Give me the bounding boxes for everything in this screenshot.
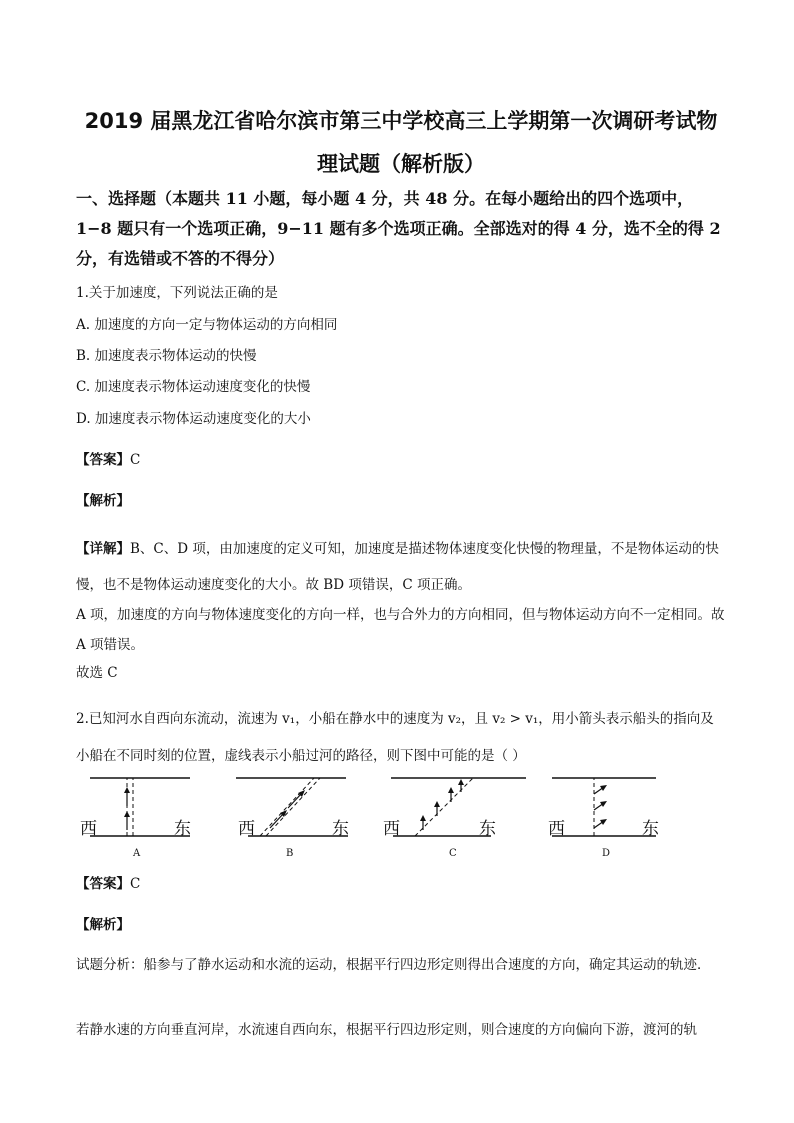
question-1-detail2: A 项，加速度的方向与物体速度变化的方向一样，也与合外力的方向相同，但与物体运动方向不一定相同。故 A 项错误。 xyxy=(76,607,725,653)
figure-b-diagram xyxy=(236,770,386,865)
figure-c xyxy=(381,770,531,865)
doc-title-line1: 2019 届黑龙江省哈尔滨市第三中学校高三上学期第一次调研考试物 xyxy=(84,109,718,133)
answer-tag: 【答案】 xyxy=(76,452,130,468)
question-1-stem: 1.关于加速度，下列说法正确的是 xyxy=(76,285,278,301)
detail-tag: 【详解】 xyxy=(76,541,130,557)
answer-value: C xyxy=(130,876,141,892)
figure-a-caption: A xyxy=(133,848,141,859)
question-2-figures xyxy=(76,770,726,865)
figure-d-caption: D xyxy=(602,848,611,859)
question-1-option-a: A. 加速度的方向一定与物体运动的方向相同 xyxy=(76,317,338,333)
question-2-stem: 2.已知河水自西向东流动，流速为 v₁，小船在静水中的速度为 v₂，且 v₂ > v₁，用小箭头表示船头的指向及小船在不同时刻的位置，虚线表示小船过河的路径，则下图中可能的是（ ） xyxy=(76,711,714,764)
figure-b-west-label: 西 xyxy=(238,819,255,839)
figure-d-diagram xyxy=(546,770,696,865)
figure-b xyxy=(236,770,386,865)
figure-c-caption: C xyxy=(449,848,457,859)
answer-value: C xyxy=(130,452,141,468)
figure-d xyxy=(546,770,696,865)
figure-b-caption: B xyxy=(286,848,294,859)
detail-text: B、C、D 项，由加速度的定义可知，加速度是描述物体速度变化快慢的物理量，不是物体运动的快慢，也不是物体运动速度变化的大小。故 BD 项错误，C 项正确。 xyxy=(76,541,719,593)
question-2-analysis-paragraph-2: 若静水速的方向垂直河岸，水流速自西向东，根据平行四边形定则，则合速度的方向偏向下游，渡河的轨 xyxy=(76,1022,697,1038)
figure-b-east-label: 东 xyxy=(332,819,349,839)
figure-a-diagram xyxy=(76,770,226,865)
figure-d-east-label: 东 xyxy=(642,819,659,839)
question-1-option-c: C. 加速度表示物体运动速度变化的快慢 xyxy=(76,379,311,395)
section-heading: 一、选择题（本题共 11 小题，每小题 4 分，共 48 分。在每小题给出的四个选项中，1−8 题只有一个选项正确，9−11 题有多个选项正确。全部选对的得 4 分，选不全的得 2 分，有选错或不答的不得分） xyxy=(76,189,721,268)
question-2-analysis-paragraph-1: 试题分析：船参与了静水运动和水流的运动，根据平行四边形定则得出合速度的方向，确定其运动的轨迹． xyxy=(76,957,711,973)
figure-c-west-label: 西 xyxy=(383,819,400,839)
figure-d-west-label: 西 xyxy=(548,819,565,839)
figure-a xyxy=(76,770,226,865)
figure-c-east-label: 东 xyxy=(479,819,496,839)
question-2-answer xyxy=(76,874,726,894)
answer-tag: 【答案】 xyxy=(76,876,130,892)
question-1-detail xyxy=(76,531,726,603)
figure-a-west-label: 西 xyxy=(80,819,97,839)
question-1-option-b: B. 加速度表示物体运动的快慢 xyxy=(76,348,257,364)
question-1-option-d: D. 加速度表示物体运动速度变化的大小 xyxy=(76,411,311,427)
question-1-conclusion: 故选 C xyxy=(76,665,118,681)
doc-title-line2: 理试题（解析版） xyxy=(317,152,485,176)
figure-a-east-label: 东 xyxy=(174,819,191,839)
question-1-analysis-tag: 【解析】 xyxy=(76,493,130,509)
question-2-analysis-tag: 【解析】 xyxy=(76,917,130,933)
question-1-answer xyxy=(76,450,726,470)
